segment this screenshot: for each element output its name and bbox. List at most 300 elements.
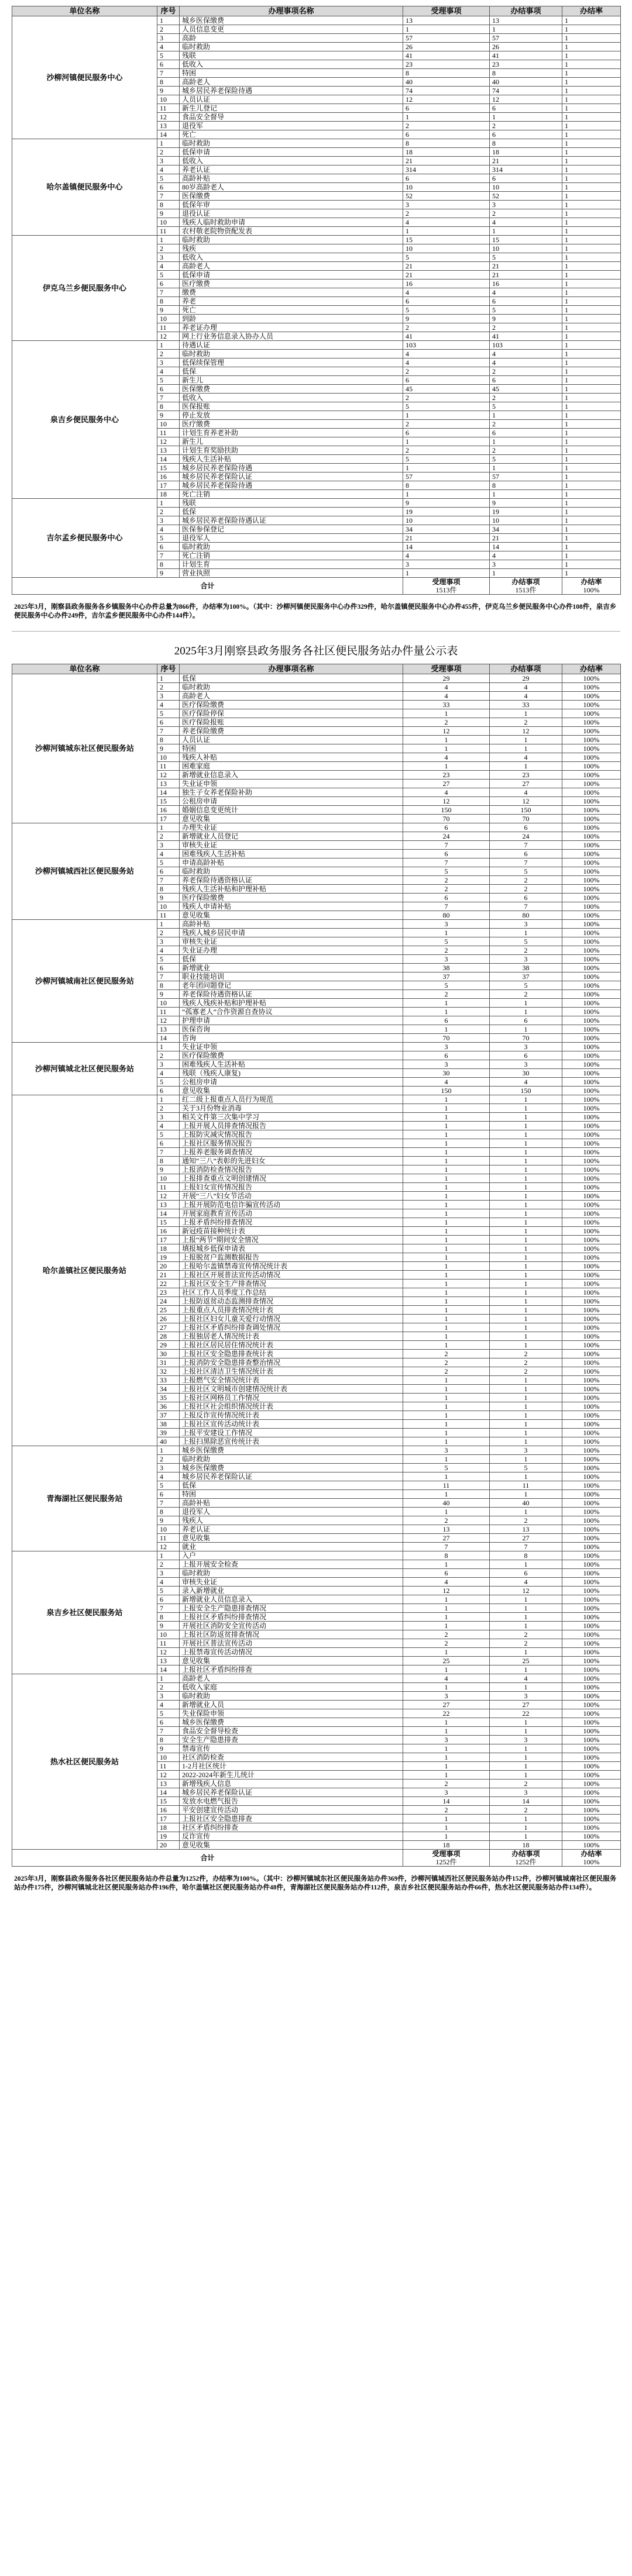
rate-cell: 100%: [562, 1569, 621, 1578]
completed-cell: 5: [490, 867, 562, 876]
item-name-cell: 上报扫黑除恶宣传统计表: [180, 1437, 403, 1446]
rate-cell: 100%: [562, 1823, 621, 1832]
table-row: [12, 1095, 621, 1104]
accepted-cell: 2: [403, 367, 490, 376]
item-name-cell: 临时救助: [180, 543, 403, 551]
item-name-cell: 计划生育养老补助: [180, 429, 403, 437]
completed-cell: 6: [490, 104, 562, 113]
rate-cell: 1: [562, 183, 621, 192]
completed-cell: 1: [490, 1025, 562, 1034]
accepted-cell: 1: [403, 1332, 490, 1341]
seq-cell: 13: [157, 780, 180, 788]
completed-cell: 22: [490, 1709, 562, 1718]
accepted-cell: 1: [403, 1280, 490, 1288]
seq-cell: 5: [157, 1130, 180, 1139]
completed-cell: 12: [490, 95, 562, 104]
seq-cell: 1: [157, 16, 180, 25]
seq-cell: 10: [157, 315, 180, 323]
rate-cell: 100%: [562, 1008, 621, 1016]
completed-cell: 1: [490, 1218, 562, 1227]
seq-cell: 9: [157, 1165, 180, 1174]
total-label: 合计: [12, 1850, 403, 1867]
completed-cell: 6: [490, 823, 562, 832]
item-name-cell: 退役认证: [180, 209, 403, 218]
seq-cell: 1: [157, 823, 180, 832]
accepted-cell: 8: [403, 69, 490, 78]
rate-cell: 100%: [562, 1420, 621, 1429]
rate-cell: 100%: [562, 1446, 621, 1455]
rate-cell: 1: [562, 297, 621, 306]
rate-cell: 100%: [562, 1604, 621, 1613]
accepted-cell: 41: [403, 51, 490, 60]
accepted-cell: 2: [403, 1367, 490, 1376]
accepted-cell: 4: [403, 218, 490, 227]
rate-cell: 100%: [562, 1578, 621, 1587]
accepted-cell: 7: [403, 858, 490, 867]
seq-cell: 11: [157, 911, 180, 920]
rate-cell: 100%: [562, 1262, 621, 1271]
item-name-cell: 高龄: [180, 34, 403, 43]
table-row: [12, 139, 621, 148]
item-name-cell: 养老认证: [180, 165, 403, 174]
completed-cell: 6: [490, 1569, 562, 1578]
completed-cell: 52: [490, 192, 562, 201]
item-name-cell: “孤寡老人”合作资源自查协议: [180, 1008, 403, 1016]
seq-cell: 4: [157, 1578, 180, 1587]
seq-cell: 35: [157, 1394, 180, 1402]
seq-cell: 10: [157, 95, 180, 104]
completed-cell: 5: [490, 402, 562, 411]
rate-cell: 100%: [562, 753, 621, 762]
accepted-cell: 21: [403, 157, 490, 165]
seq-cell: 6: [157, 867, 180, 876]
completed-cell: 1: [490, 1595, 562, 1604]
completed-cell: 19: [490, 508, 562, 516]
accepted-cell: 34: [403, 525, 490, 534]
item-name-cell: 上报燃气安全情况统计表: [180, 1376, 403, 1385]
seq-cell: 10: [157, 753, 180, 762]
item-name-cell: 城乡居民养老保险认证: [180, 1473, 403, 1481]
accepted-cell: 2: [403, 990, 490, 999]
seq-cell: 13: [157, 1025, 180, 1034]
seq-cell: 9: [157, 569, 180, 578]
rate-cell: 100%: [562, 718, 621, 727]
accepted-cell: 1: [403, 1315, 490, 1323]
completed-cell: 8: [490, 481, 562, 490]
accepted-cell: 1: [403, 1437, 490, 1446]
rate-cell: 100%: [562, 858, 621, 867]
item-name-cell: 人员认证: [180, 95, 403, 104]
rate-cell: 1: [562, 87, 621, 95]
item-name-cell: 养老保险缴费: [180, 727, 403, 736]
item-name-cell: 医疗保险报账: [180, 718, 403, 727]
seq-cell: 19: [157, 1253, 180, 1262]
rate-cell: 100%: [562, 841, 621, 850]
rate-cell: 1: [562, 358, 621, 367]
accepted-cell: 8: [403, 481, 490, 490]
accepted-cell: 27: [403, 1534, 490, 1543]
accepted-cell: 1: [403, 1218, 490, 1227]
item-name-cell: 临时救助: [180, 139, 403, 148]
rate-cell: 1: [562, 411, 621, 420]
rate-cell: 100%: [562, 1744, 621, 1753]
rate-cell: 100%: [562, 1665, 621, 1674]
total-completed: 办结事项 1252件: [490, 1850, 562, 1867]
rate-cell: 100%: [562, 674, 621, 683]
accepted-cell: 22: [403, 1709, 490, 1718]
accepted-cell: 3: [403, 920, 490, 929]
item-name-cell: 社区矛盾纠纷排查: [180, 1823, 403, 1832]
rate-cell: 100%: [562, 1595, 621, 1604]
item-name-cell: 上报独居老人情况统计表: [180, 1332, 403, 1341]
seq-cell: 3: [157, 358, 180, 367]
rate-cell: 1: [562, 60, 621, 69]
completed-cell: 1: [490, 1148, 562, 1157]
completed-cell: 7: [490, 841, 562, 850]
seq-cell: 7: [157, 727, 180, 736]
completed-cell: 10: [490, 516, 562, 525]
unit-name: 沙柳河镇城北社区便民服务站: [12, 1043, 157, 1095]
rate-cell: 1: [562, 402, 621, 411]
seq-cell: 9: [157, 306, 180, 315]
unit-name: 沙柳河镇城东社区便民服务站: [12, 674, 157, 823]
rate-cell: 1: [562, 455, 621, 464]
accepted-cell: 8: [403, 139, 490, 148]
item-name-cell: 新生儿登记: [180, 104, 403, 113]
completed-cell: 41: [490, 332, 562, 341]
rate-cell: 1: [562, 218, 621, 227]
rate-cell: 1: [562, 244, 621, 253]
table-row: [12, 499, 621, 508]
accepted-cell: 45: [403, 385, 490, 394]
seq-cell: 40: [157, 1437, 180, 1446]
completed-cell: 2: [490, 367, 562, 376]
completed-cell: 1: [490, 1209, 562, 1218]
completed-cell: 1: [490, 999, 562, 1008]
rate-cell: 100%: [562, 683, 621, 692]
accepted-cell: 41: [403, 332, 490, 341]
seq-cell: 12: [157, 113, 180, 122]
seq-cell: 17: [157, 815, 180, 823]
seq-cell: 13: [157, 1657, 180, 1665]
item-name-cell: 城乡医保缴费: [180, 1446, 403, 1455]
completed-cell: 34: [490, 525, 562, 534]
completed-cell: 27: [490, 780, 562, 788]
accepted-cell: 150: [403, 806, 490, 815]
completed-cell: 2: [490, 323, 562, 332]
item-name-cell: 困难残疾人生活补贴: [180, 1060, 403, 1069]
item-name-cell: 医疗保险缴费: [180, 1051, 403, 1060]
completed-cell: 1: [490, 1008, 562, 1016]
rate-cell: 100%: [562, 797, 621, 806]
completed-cell: 4: [490, 551, 562, 560]
page: [12, 0, 620, 1905]
accepted-cell: 1: [403, 1508, 490, 1516]
seq-cell: 9: [157, 1744, 180, 1753]
rate-cell: 1: [562, 34, 621, 43]
completed-cell: 1: [490, 1823, 562, 1832]
completed-cell: 1: [490, 411, 562, 420]
rate-cell: 1: [562, 525, 621, 534]
completed-cell: 5: [490, 1464, 562, 1473]
rate-cell: 1: [562, 139, 621, 148]
item-name-cell: 上报反诈宣传情况统计表: [180, 1411, 403, 1420]
seq-cell: 12: [157, 1016, 180, 1025]
unit-name: 沙柳河镇城南社区便民服务站: [12, 920, 157, 1043]
community-summary-note: 2025年3月，刚察县政务服务各社区便民服务站办件总量为1252件，办结率为100%。（其中：沙柳河镇城东社区便民服务站办件369件，沙柳河镇城西社区便民服务站办件152件，沙柳河镇城南社区便民服务站办件175件，沙柳河镇城北社区便民服务站办件196件，哈尔盖镇社区便民服务站办件48件，青海湖社区便民服务站办件112件，泉吉乡社区便民服务站办件66件，热水社区便民服务站办件134件）。: [14, 1875, 617, 1891]
completed-cell: 14: [490, 543, 562, 551]
seq-cell: 19: [157, 1832, 180, 1841]
seq-cell: 11: [157, 323, 180, 332]
completed-cell: 1: [490, 1718, 562, 1727]
seq-cell: 17: [157, 481, 180, 490]
completed-cell: 3: [490, 1692, 562, 1701]
completed-cell: 1: [490, 1183, 562, 1192]
total-row: [12, 1850, 621, 1867]
accepted-cell: 4: [403, 692, 490, 701]
item-name-cell: 上报社区矛盾纠纷排查: [180, 1665, 403, 1674]
rate-cell: 100%: [562, 1034, 621, 1043]
table-row: [12, 341, 621, 350]
unit-name: 吉尔孟乡便民服务中心: [12, 499, 157, 578]
community-table-title: 2025年3月刚察县政务服务各社区便民服务站办件量公示表: [174, 645, 458, 657]
item-name-cell: 上报消防检查情况报告: [180, 1165, 403, 1174]
completed-cell: 27: [490, 1534, 562, 1543]
item-name-cell: 审核失业证: [180, 841, 403, 850]
item-name-cell: 高龄老人: [180, 262, 403, 271]
completed-cell: 6: [490, 130, 562, 139]
rate-cell: 100%: [562, 1358, 621, 1367]
item-name-cell: 临时救助: [180, 683, 403, 692]
completed-cell: 6: [490, 894, 562, 902]
rate-cell: 1: [562, 376, 621, 385]
accepted-cell: 52: [403, 192, 490, 201]
table-row: [12, 823, 621, 832]
completed-cell: 1: [490, 227, 562, 236]
seq-cell: 6: [157, 1718, 180, 1727]
completed-cell: 2: [490, 394, 562, 402]
item-name-cell: 失业证办理: [180, 946, 403, 955]
accepted-cell: 1: [403, 1595, 490, 1604]
completed-cell: 1: [490, 762, 562, 771]
seq-cell: 6: [157, 1087, 180, 1095]
accepted-cell: 1: [403, 411, 490, 420]
accepted-cell: 2: [403, 122, 490, 130]
completed-cell: 7: [490, 858, 562, 867]
completed-cell: 1: [490, 1341, 562, 1350]
accepted-cell: 1: [403, 1402, 490, 1411]
seq-cell: 8: [157, 560, 180, 569]
rate-cell: 100%: [562, 1727, 621, 1736]
accepted-cell: 40: [403, 78, 490, 87]
rate-cell: 1: [562, 473, 621, 481]
item-name-cell: 上报“两节”期间安全情况: [180, 1236, 403, 1244]
rate-cell: 100%: [562, 1253, 621, 1262]
accepted-cell: 1: [403, 1762, 490, 1771]
item-name-cell: 低保: [180, 1481, 403, 1490]
accepted-cell: 18: [403, 1841, 490, 1850]
item-name-cell: 待遇认证: [180, 341, 403, 350]
seq-cell: 4: [157, 367, 180, 376]
total-rate: 办结率 100%: [562, 578, 621, 595]
item-name-cell: 新生儿: [180, 376, 403, 385]
item-name-cell: 临时救助: [180, 867, 403, 876]
accepted-cell: 1: [403, 736, 490, 744]
seq-cell: 8: [157, 297, 180, 306]
rate-cell: 100%: [562, 1648, 621, 1657]
seq-cell: 2: [157, 350, 180, 358]
rate-cell: 100%: [562, 1639, 621, 1648]
completed-cell: 1: [490, 1244, 562, 1253]
rate-cell: 100%: [562, 929, 621, 937]
item-name-cell: 医保参保登记: [180, 525, 403, 534]
rate-cell: 100%: [562, 973, 621, 981]
rate-cell: 100%: [562, 946, 621, 955]
seq-cell: 6: [157, 1139, 180, 1148]
seq-cell: 5: [157, 271, 180, 280]
completed-cell: 1: [490, 1411, 562, 1420]
seq-cell: 4: [157, 850, 180, 858]
item-name-cell: 上报社区清洁卫生情况统计表: [180, 1367, 403, 1376]
header-unit: 单位名称: [12, 664, 157, 674]
rate-cell: 1: [562, 236, 621, 244]
seq-cell: 6: [157, 385, 180, 394]
rate-cell: 100%: [562, 1236, 621, 1244]
completed-cell: 1: [490, 709, 562, 718]
item-name-cell: 困难残疾人生活补贴: [180, 850, 403, 858]
completed-cell: 3: [490, 1788, 562, 1797]
seq-cell: 12: [157, 771, 180, 780]
accepted-cell: 2: [403, 420, 490, 429]
accepted-cell: 1: [403, 999, 490, 1008]
rate-cell: 100%: [562, 1701, 621, 1709]
unit-name: 青海湖社区便民服务站: [12, 1446, 157, 1551]
seq-cell: 11: [157, 1183, 180, 1192]
item-name-cell: 意见收集: [180, 1841, 403, 1850]
completed-cell: 2: [490, 885, 562, 894]
unit-name: 哈尔盖镇社区便民服务站: [12, 1095, 157, 1446]
accepted-cell: 2: [403, 885, 490, 894]
completed-cell: 1: [490, 1253, 562, 1262]
accepted-cell: 1: [403, 709, 490, 718]
rate-cell: 100%: [562, 1771, 621, 1780]
accepted-cell: 1: [403, 1823, 490, 1832]
rate-cell: 100%: [562, 1165, 621, 1174]
rate-cell: 100%: [562, 1806, 621, 1815]
completed-cell: 16: [490, 280, 562, 288]
item-name-cell: 意见收集: [180, 911, 403, 920]
table-row: [12, 1674, 621, 1683]
seq-cell: 9: [157, 209, 180, 218]
seq-cell: 7: [157, 394, 180, 402]
item-name-cell: 养老认证: [180, 1525, 403, 1534]
rate-cell: 1: [562, 341, 621, 350]
seq-cell: 11: [157, 1534, 180, 1543]
seq-cell: 12: [157, 1648, 180, 1657]
accepted-cell: 6: [403, 376, 490, 385]
rate-cell: 1: [562, 130, 621, 139]
rate-cell: 100%: [562, 1551, 621, 1560]
accepted-cell: 4: [403, 1578, 490, 1587]
accepted-cell: 4: [403, 788, 490, 797]
rate-cell: 1: [562, 315, 621, 323]
completed-cell: 21: [490, 157, 562, 165]
seq-cell: 21: [157, 1271, 180, 1280]
seq-cell: 5: [157, 858, 180, 867]
accepted-cell: 1: [403, 1411, 490, 1420]
header-item: 办理事项名称: [180, 6, 403, 16]
completed-cell: 23: [490, 771, 562, 780]
seq-cell: 15: [157, 1797, 180, 1806]
seq-cell: 5: [157, 955, 180, 964]
item-name-cell: 上报社区居民居住情况统计表: [180, 1341, 403, 1350]
seq-cell: 4: [157, 1473, 180, 1481]
completed-cell: 1: [490, 1613, 562, 1622]
item-name-cell: 残疾人申请补贴: [180, 902, 403, 911]
table-row: [12, 674, 621, 683]
item-name-cell: 失业证申领: [180, 1043, 403, 1051]
accepted-cell: 1: [403, 1473, 490, 1481]
accepted-cell: 6: [403, 130, 490, 139]
rate-cell: 1: [562, 508, 621, 516]
completed-cell: 2: [490, 1350, 562, 1358]
item-name-cell: 护理申请: [180, 1016, 403, 1025]
item-name-cell: 低收入: [180, 253, 403, 262]
rate-cell: 1: [562, 499, 621, 508]
item-name-cell: 网上行业务信息录入协办人员: [180, 332, 403, 341]
item-name-cell: 高龄补贴: [180, 1499, 403, 1508]
completed-cell: 5: [490, 937, 562, 946]
item-name-cell: 上报社区服务情况报告: [180, 1139, 403, 1148]
item-name-cell: 养老保险待遇资格认证: [180, 876, 403, 885]
seq-cell: 4: [157, 165, 180, 174]
item-name-cell: 上报禁毒宣传活动情况: [180, 1648, 403, 1657]
item-name-cell: 低收入: [180, 157, 403, 165]
item-name-cell: 高龄老人: [180, 692, 403, 701]
item-name-cell: 医疗缴费: [180, 420, 403, 429]
rate-cell: 1: [562, 51, 621, 60]
total-accepted: 受理事项 1252件: [403, 1850, 490, 1867]
item-name-cell: 上报安全生产隐患排查情况: [180, 1604, 403, 1613]
completed-cell: 1: [490, 1315, 562, 1323]
completed-cell: 6: [490, 297, 562, 306]
completed-cell: 6: [490, 1016, 562, 1025]
rate-cell: 100%: [562, 1104, 621, 1113]
completed-cell: 2: [490, 420, 562, 429]
seq-cell: 12: [157, 1771, 180, 1780]
rate-cell: 100%: [562, 1218, 621, 1227]
item-name-cell: 城乡医保缴费: [180, 1464, 403, 1473]
seq-cell: 14: [157, 788, 180, 797]
completed-cell: 3: [490, 955, 562, 964]
rate-cell: 100%: [562, 1060, 621, 1069]
accepted-cell: 19: [403, 508, 490, 516]
seq-cell: 16: [157, 1227, 180, 1236]
accepted-cell: 1: [403, 1113, 490, 1122]
seq-cell: 4: [157, 946, 180, 955]
accepted-cell: 1: [403, 929, 490, 937]
completed-cell: 13: [490, 16, 562, 25]
seq-cell: 2: [157, 1560, 180, 1569]
seq-cell: 10: [157, 902, 180, 911]
rate-cell: 100%: [562, 1657, 621, 1665]
completed-cell: 1: [490, 744, 562, 753]
item-name-cell: 残疾人: [180, 1516, 403, 1525]
accepted-cell: 1: [403, 1771, 490, 1780]
rate-cell: 100%: [562, 1280, 621, 1288]
seq-cell: 13: [157, 1780, 180, 1788]
item-name-cell: 新增就业人员: [180, 1701, 403, 1709]
